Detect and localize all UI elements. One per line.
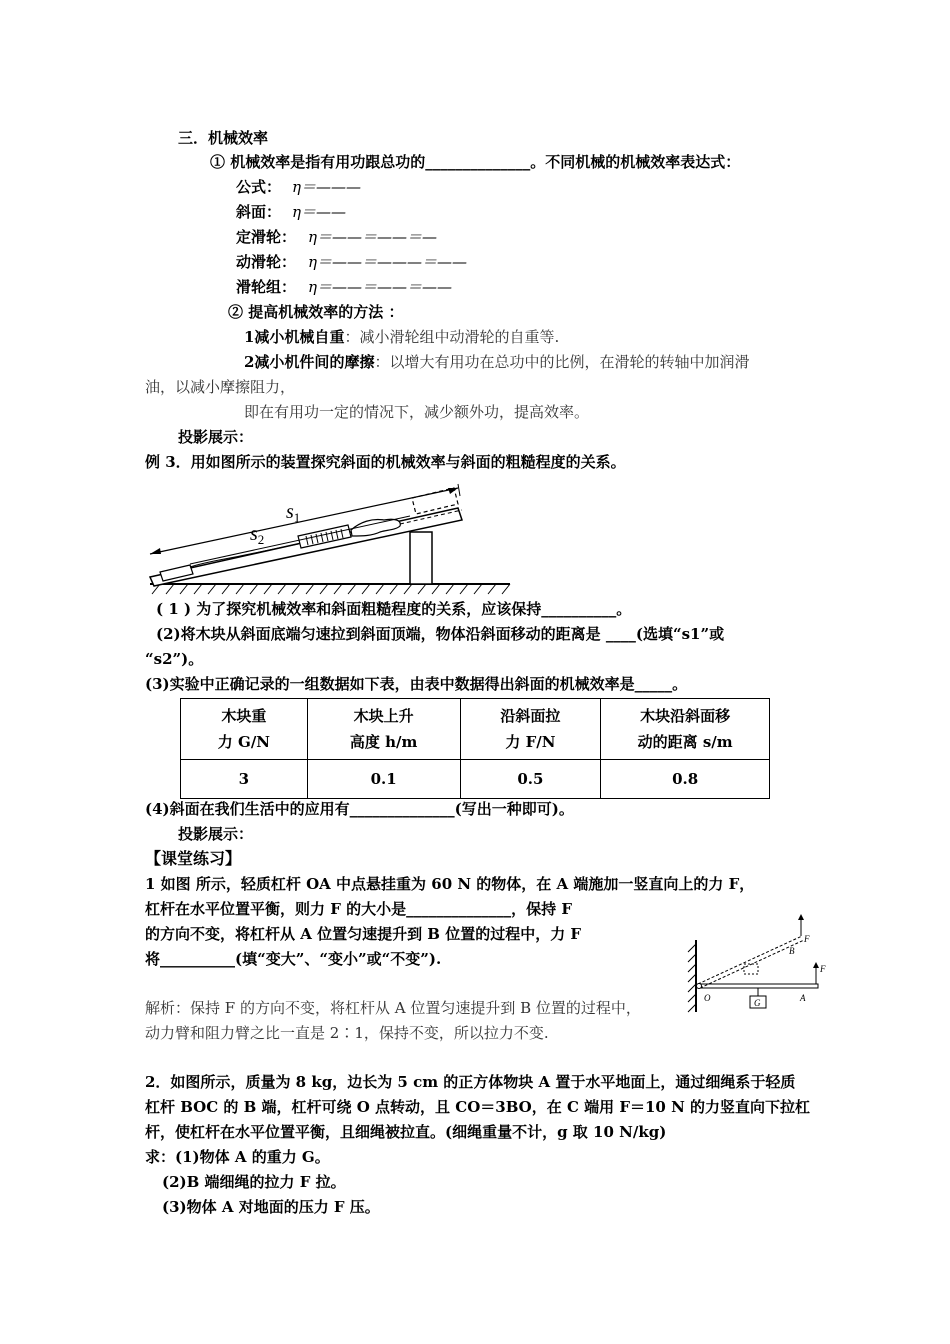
fig-label-B: B (789, 946, 795, 956)
formula-label: 公式： (236, 178, 282, 196)
fixed-pulley-label: 定滑轮： (236, 228, 297, 246)
practice-2-line-2: 杠杆 BOC 的 B 端，杠杆可绕 O 点转动，且 CO＝3BO，在 C 端用 F＝10 N 的力竖直向下拉杠 (145, 1098, 811, 1116)
method-2 (244, 351, 749, 373)
practice-2-line-6: (3)物体 A 对地面的压力 F 压。 (162, 1198, 380, 1216)
incline-label: 斜面： (236, 203, 282, 221)
method-1-head: 1减小机械自重 (244, 328, 345, 346)
practice-1-line-1: 1 如图 所示，轻质杠杆 OA 中点悬挂重为 60 N 的物体，在 A 端施加一竖直向上的力 F， (145, 875, 755, 893)
method-1 (244, 326, 559, 348)
example-3-title: 例 3．用如图所示的装置探究斜面的机械效率与斜面的粗糙程度的关系。 (145, 453, 626, 471)
pulley-block-eq: η＝——＝——＝—— (308, 278, 452, 296)
s2-label: $s_2$ (250, 523, 265, 547)
practice-1-analysis-2: 动力臂和阻力臂之比一直是 2∶1，保持不变，所以拉力不变. (145, 1024, 549, 1042)
fixed-pulley-eq: η＝——＝——＝— (308, 228, 437, 246)
practice-1-line-2: 杠杆在水平位置平衡，则力 F 的大小是______________，保持 F (145, 900, 572, 918)
lever-figure (684, 912, 834, 1020)
projection-label-1: 投影展示： (178, 428, 254, 446)
improve-method-title: ② 提高机械效率的方法 ： (228, 303, 404, 321)
question-3: (3)实验中正确记录的一组数据如下表，由表中数据得出斜面的机械效率是_____。 (145, 675, 688, 693)
data-table (180, 698, 770, 799)
s1-label: $s_1$ (286, 501, 301, 525)
value-cell-weight: 3 (181, 760, 308, 799)
pulley-block-label: 滑轮组： (236, 278, 297, 296)
method-3: 即在有用功一定的情况下，减少额外功，提高效率。 (244, 403, 590, 421)
practice-2-line-4: 求：(1)物体 A 的重力 G。 (145, 1148, 330, 1166)
practice-1-line-3: 的方向不变，将杠杆从 A 位置匀速提升到 B 位置的过程中，力 F (145, 925, 582, 943)
fig-label-F: F (820, 964, 826, 974)
incline-figure (140, 474, 520, 596)
support-pillar (410, 532, 432, 584)
formula-eq: η＝——— (292, 178, 361, 196)
table-header-row (181, 699, 770, 760)
method-1-body: ：减小滑轮组中动滑轮的自重等. (344, 328, 560, 346)
movable-pulley-eq: η＝——＝———＝—— (308, 253, 467, 271)
method-2-continued: 油，以减小摩擦阻力， (145, 378, 296, 396)
fig-label-O: O (704, 993, 711, 1003)
question-4: (4)斜面在我们生活中的应用有______________(写出一种即可)。 (145, 800, 574, 818)
practice-1-line-4: 将__________(填“变大”、“变小”或“不变”). (145, 950, 442, 968)
value-cell-distance: 0.8 (601, 760, 770, 799)
practice-2-line-1: 2．如图所示，质量为 8 kg，边长为 5 cm 的正方体物块 A 置于水平地面上，通过细绳系于轻质 (145, 1073, 796, 1091)
fig-label-G: G (754, 998, 761, 1008)
ground-hatch (152, 584, 510, 594)
method-2-head: 2减小机件间的摩擦 (244, 353, 375, 371)
header-cell-distance: 木块沿斜面移 动的距离 s/m (601, 699, 770, 760)
question-1: ( 1 ) 为了探究机械效率和斜面粗糙程度的关系，应该保持__________。 (156, 600, 632, 618)
practice-title: 【课堂练习】 (145, 849, 242, 868)
method-2-body: ：以增大有用功在总功中的比例，在滑轮的转轴中加润滑 (374, 353, 750, 371)
section-title: 三．机械效率 (178, 129, 269, 147)
header-cell-height: 木块上升 高度 h/m (307, 699, 460, 760)
fig-label-F-top: F (804, 934, 810, 944)
incline-eq: η＝—— (292, 203, 346, 221)
header-cell-weight: 木块重 力 G/N (181, 699, 308, 760)
lever-horizontal (698, 984, 818, 988)
efficiency-definition: ① 机械效率是指有用功跟总功的______________。不同机械的机械效率表达式： (210, 153, 741, 171)
practice-1-analysis-1: 解析：保持 F 的方向不变，将杠杆从 A 位置匀速提升到 B 位置的过程中， (145, 999, 641, 1017)
practice-2-line-5: (2)B 端细绳的拉力 F 拉。 (162, 1173, 346, 1191)
header-cell-force: 沿斜面拉 力 F/N (460, 699, 601, 760)
practice-2-line-3: 杆，使杠杆在水平位置平衡，且细绳被拉直。(细绳重量不计，g 取 10 N/kg) (145, 1123, 667, 1141)
projection-label-2: 投影展示： (178, 825, 254, 843)
value-cell-force: 0.5 (460, 760, 601, 799)
movable-pulley-label: 动滑轮： (236, 253, 297, 271)
table-row (181, 760, 770, 799)
lever-tilted (698, 936, 802, 984)
question-2-continued: “s2”)。 (145, 650, 204, 668)
question-2: (2)将木块从斜面底端匀速拉到斜面顶端，物体沿斜面移动的距离是 ____(选填“s1”或 (156, 625, 725, 643)
fig-label-A: A (800, 993, 806, 1003)
pivot (697, 984, 702, 989)
value-cell-height: 0.1 (307, 760, 460, 799)
